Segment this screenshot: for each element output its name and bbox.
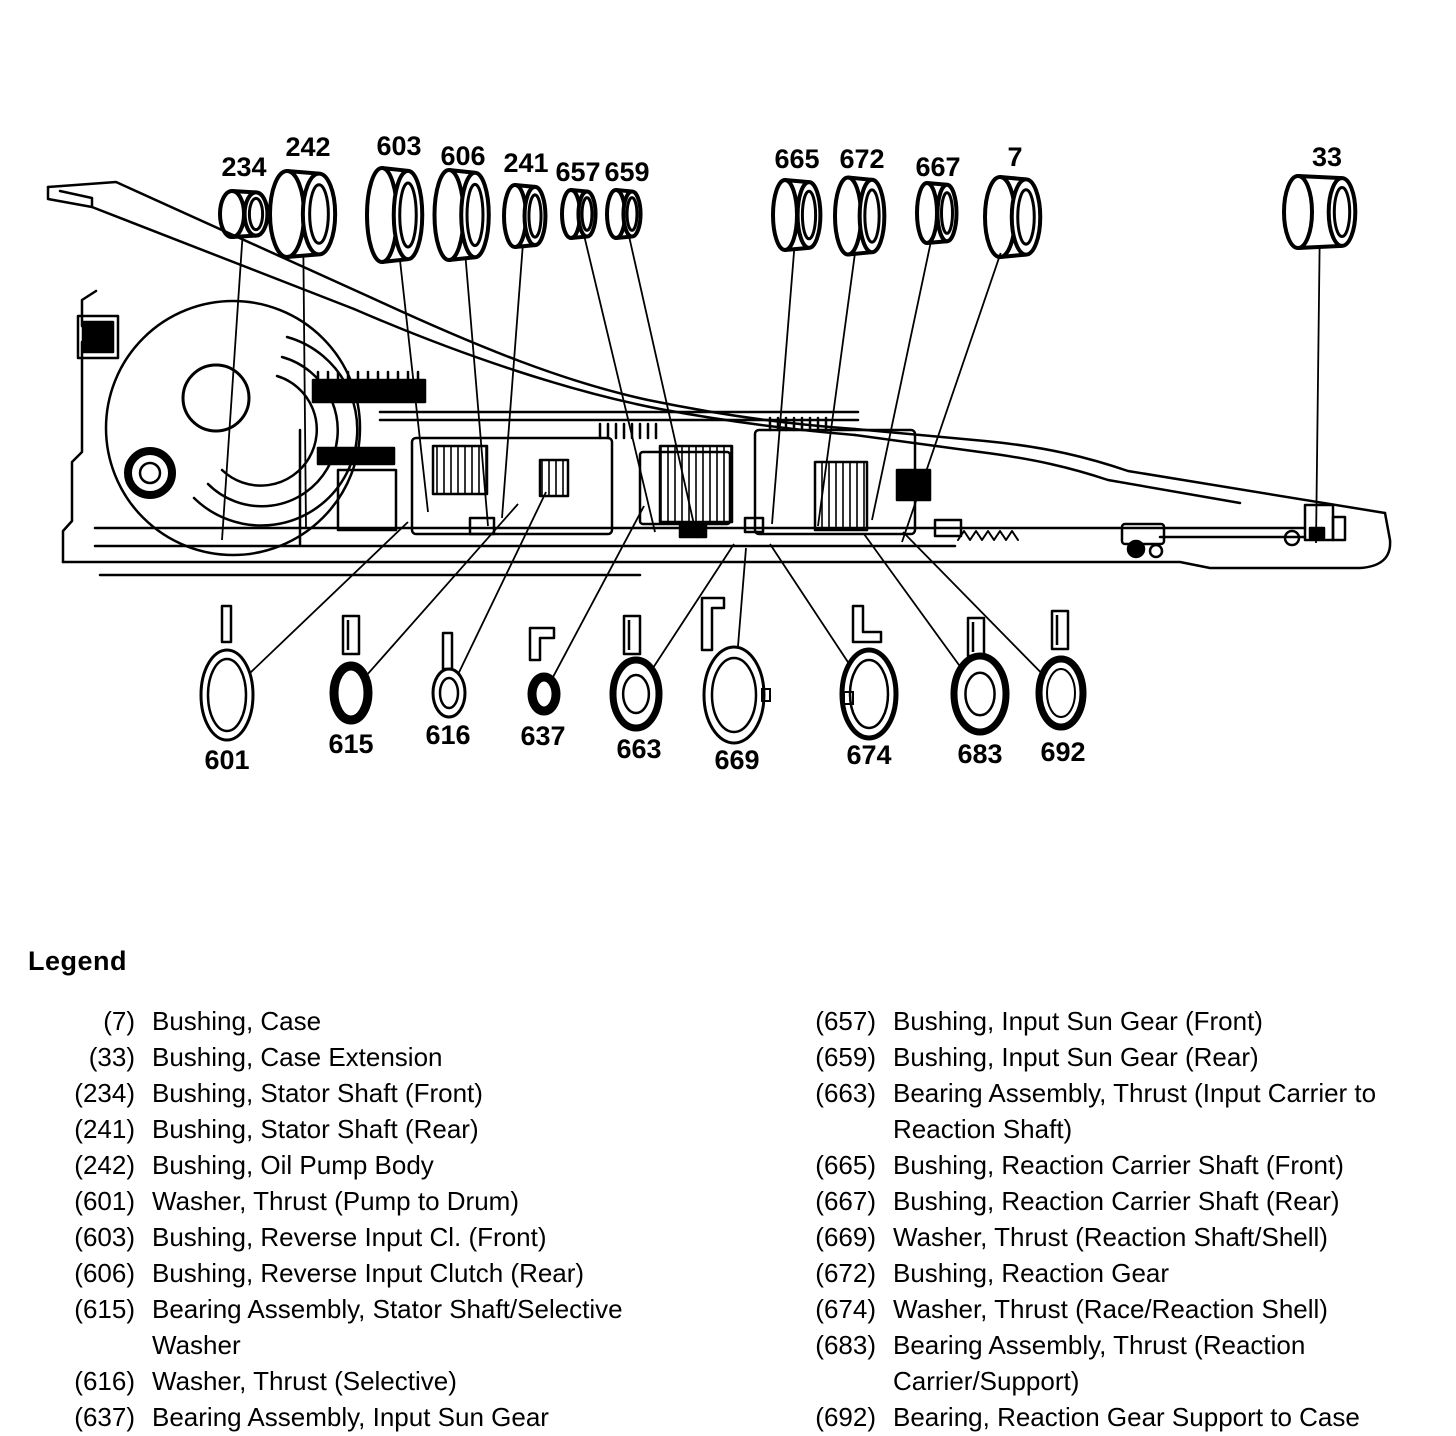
legend-part-description: Washer, Thrust (Race/Reaction Shell) bbox=[893, 1294, 1328, 1324]
legend-part-description: Bushing, Case bbox=[152, 1006, 322, 1036]
gear-train bbox=[380, 412, 961, 537]
legend-entry bbox=[55, 1003, 684, 1039]
legend-part-description: Bearing Assembly, Stator Shaft/Selective Washer bbox=[152, 1294, 623, 1360]
legend-entry bbox=[55, 1075, 684, 1111]
washer-section-glyph bbox=[1052, 611, 1068, 649]
legend-part-number: (683) bbox=[815, 1330, 876, 1360]
legend-title: Legend bbox=[28, 946, 128, 976]
legend-part-number: (637) bbox=[74, 1402, 135, 1432]
legend-part-description: Bushing, Reaction Carrier Shaft (Front) bbox=[893, 1150, 1344, 1180]
legend-part-description: Bushing, Oil Pump Body bbox=[152, 1150, 434, 1180]
part-number-label: 674 bbox=[846, 740, 892, 770]
legend-part-description: Washer, Thrust (Pump to Drum) bbox=[152, 1186, 519, 1216]
legend-part-number: (665) bbox=[815, 1150, 876, 1180]
callout-665 bbox=[772, 144, 820, 524]
legend-entry bbox=[55, 1111, 684, 1147]
part-number-label: 616 bbox=[425, 720, 471, 750]
legend-part-number: (657) bbox=[815, 1006, 876, 1036]
legend-part-number: (615) bbox=[74, 1294, 135, 1324]
part-number-label: 672 bbox=[839, 144, 885, 174]
legend-part-number: (606) bbox=[74, 1258, 135, 1288]
legend-entry bbox=[55, 1399, 684, 1435]
legend-part-description: Bushing, Case Extension bbox=[152, 1042, 443, 1072]
leader-line bbox=[584, 237, 655, 532]
part-number-label: 606 bbox=[440, 141, 486, 171]
washer-section-glyph bbox=[624, 616, 640, 654]
legend-part-description: Bearing Assembly, Thrust (Input Carrier to Reaction Shaft) bbox=[893, 1078, 1377, 1144]
part-number-label: 603 bbox=[376, 131, 422, 161]
part-number-label: 659 bbox=[604, 157, 650, 187]
transmission-cross-section bbox=[48, 182, 1390, 575]
legend-part-number: (603) bbox=[74, 1222, 135, 1252]
callout-616 bbox=[425, 492, 546, 750]
legend-entry bbox=[808, 1399, 1449, 1435]
legend-entry bbox=[55, 1219, 684, 1255]
part-number-label: 234 bbox=[221, 152, 267, 182]
callout-692 bbox=[903, 532, 1086, 767]
legend-part-number: (663) bbox=[815, 1078, 876, 1108]
part-number-label: 33 bbox=[1311, 142, 1343, 172]
part-number-label: 683 bbox=[957, 739, 1003, 769]
oil-pump bbox=[300, 372, 425, 545]
extension-housing bbox=[958, 505, 1345, 557]
legend-part-number: (241) bbox=[74, 1114, 135, 1144]
legend-column-left bbox=[55, 1003, 684, 1435]
part-number-label: 7 bbox=[1007, 142, 1023, 172]
callout-683 bbox=[864, 534, 1006, 769]
legend-entry bbox=[808, 1039, 1449, 1075]
part-number-label: 241 bbox=[503, 148, 549, 178]
legend-part-description: Bushing, Input Sun Gear (Front) bbox=[893, 1006, 1263, 1036]
callout-637 bbox=[520, 506, 644, 751]
part-number-label: 669 bbox=[714, 745, 760, 775]
legend-entry bbox=[808, 1327, 1449, 1399]
callout-601 bbox=[201, 522, 408, 775]
legend-entry bbox=[808, 1291, 1449, 1327]
legend-part-description: Bushing, Reverse Input Clutch (Rear) bbox=[152, 1258, 585, 1288]
legend-entry bbox=[55, 1183, 684, 1219]
washer-section-glyph bbox=[343, 616, 359, 654]
leader-line bbox=[903, 532, 1043, 674]
legend-entry bbox=[55, 1039, 684, 1075]
legend-part-description: Washer, Thrust (Reaction Shaft/Shell) bbox=[893, 1222, 1328, 1252]
callout-674 bbox=[770, 544, 896, 770]
legend-entry bbox=[55, 1147, 684, 1183]
washer-section-glyph bbox=[702, 598, 724, 650]
case-bolt bbox=[78, 316, 118, 358]
legend-entry bbox=[808, 1147, 1449, 1183]
legend-part-description: Bushing, Input Sun Gear (Rear) bbox=[893, 1042, 1259, 1072]
legend-entry bbox=[55, 1291, 684, 1363]
legend-part-description: Bearing, Reaction Gear Support to Case bbox=[893, 1402, 1360, 1432]
legend-part-description: Bushing, Reaction Gear bbox=[893, 1258, 1170, 1288]
part-number-label: 637 bbox=[520, 721, 566, 751]
legend-entry bbox=[55, 1255, 684, 1291]
legend-part-description: Bushing, Stator Shaft (Rear) bbox=[152, 1114, 479, 1144]
legend-entry bbox=[55, 1363, 684, 1399]
legend-section bbox=[28, 946, 1448, 1432]
washer-section-glyph bbox=[853, 606, 881, 642]
legend-part-description: Washer, Thrust (Selective) bbox=[152, 1366, 457, 1396]
legend-part-number: (659) bbox=[815, 1042, 876, 1072]
washer-section-glyph bbox=[968, 618, 984, 656]
leader-line bbox=[250, 522, 408, 673]
part-number-label: 657 bbox=[555, 157, 601, 187]
legend-part-number: (692) bbox=[815, 1402, 876, 1432]
leader-line bbox=[864, 534, 961, 668]
legend-part-number: (667) bbox=[815, 1186, 876, 1216]
callout-33 bbox=[1284, 142, 1355, 543]
part-number-label: 692 bbox=[1040, 737, 1086, 767]
part-number-label: 601 bbox=[204, 745, 250, 775]
washer-section-glyph bbox=[530, 628, 554, 660]
legend-part-description: Bushing, Reverse Input Cl. (Front) bbox=[152, 1222, 547, 1252]
callout-669 bbox=[702, 548, 770, 775]
leader-line bbox=[772, 250, 794, 524]
legend-part-number: (234) bbox=[74, 1078, 135, 1108]
washer-section-glyph bbox=[222, 606, 231, 642]
legend-entry bbox=[808, 1183, 1449, 1219]
callout-7 bbox=[902, 142, 1040, 542]
washer-section-glyph bbox=[443, 633, 452, 669]
part-number-label: 242 bbox=[285, 132, 331, 162]
torque-converter bbox=[106, 301, 360, 555]
legend-entry bbox=[808, 1075, 1449, 1147]
legend-part-number: (672) bbox=[815, 1258, 876, 1288]
leader-line bbox=[902, 253, 1001, 542]
legend-entry bbox=[808, 1255, 1449, 1291]
legend-part-description: Bearing Assembly, Thrust (Reaction Carrier/Support) bbox=[893, 1330, 1306, 1396]
legend-part-number: (616) bbox=[74, 1366, 135, 1396]
legend-part-description: Bushing, Reaction Carrier Shaft (Rear) bbox=[893, 1186, 1340, 1216]
part-number-label: 667 bbox=[915, 152, 961, 182]
legend-entry bbox=[808, 1003, 1449, 1039]
legend-column-right bbox=[808, 1003, 1449, 1435]
leader-line bbox=[1316, 248, 1320, 543]
leader-line bbox=[502, 247, 523, 518]
legend-entry bbox=[808, 1219, 1449, 1255]
legend-part-number: (669) bbox=[815, 1222, 876, 1252]
legend-part-description: Bearing Assembly, Input Sun Gear bbox=[152, 1402, 549, 1432]
legend-part-number: (7) bbox=[103, 1006, 135, 1036]
callout-615 bbox=[328, 504, 518, 759]
part-number-label: 615 bbox=[328, 729, 374, 759]
part-number-label: 665 bbox=[774, 144, 820, 174]
part-number-label: 663 bbox=[616, 734, 662, 764]
legend-part-number: (242) bbox=[74, 1150, 135, 1180]
legend-part-number: (674) bbox=[815, 1294, 876, 1324]
case-outline bbox=[63, 291, 1390, 575]
legend-part-number: (33) bbox=[88, 1042, 135, 1072]
legend-part-number: (601) bbox=[74, 1186, 135, 1216]
legend-part-description: Bushing, Stator Shaft (Front) bbox=[152, 1078, 483, 1108]
